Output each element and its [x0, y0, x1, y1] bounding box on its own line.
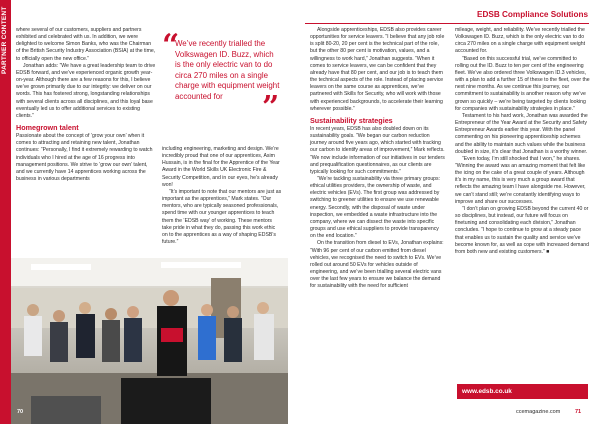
page-number-left: 70	[17, 409, 24, 415]
column-3	[310, 27, 445, 290]
open-quote-icon: “	[162, 28, 180, 63]
team-photo	[11, 258, 288, 424]
paragraph: mileage, weight, and reliability. We’ve recently trialled the Volkswagen ID. Buzz, which is the only electric van to do circa 270 miles on a single charge with equipment weight accounted for.	[455, 27, 586, 55]
paragraph: “We’re tackling sustainability via three primary groups: ethical utilities providers, the ownership of waste, and electric vehicles (EVs). The first group was addressed by switching to greener utilities to ensure we use renewable energy. Secondly, with the disposal of waste under inspection, we embedded a waste infrastructure into the company, where we can dissect the waste into specific groups and use ethical suppliers to provide transparency on the end location.”	[310, 175, 441, 240]
paragraph: Jonathan adds: “We have a great leadership team to drive EDSB forward, and we’ve experienced organic growth year-on-year. Although there are a few reasons for this, I believe we’ve grown primarily due to our integrity: we deliver on our words. This has fostered strong, longstanding relationships with several clients across all disciplines, and this loyal base eventually led us to offer additional services to existing clients.”	[16, 62, 156, 119]
column-1	[16, 27, 156, 183]
magazine-url: ccemagazine.com	[516, 409, 561, 415]
page-number-right: 71	[575, 409, 582, 415]
website-link[interactable]: www.edsb.co.uk	[457, 384, 588, 399]
paragraph: Testament to his hard work, Jonathan was awarded the Entrepreneur of the Year Award at the Security and Safety Entrepreneur Awards earlier this year. With the panel commenting on his pioneering apprenticeship schemes and the ability to maintain such values while the business doubled in size, it’s clear that Jonathan is a worthy winner.	[455, 112, 588, 155]
sidebar-label: PARTNER CONTENT	[1, 6, 8, 74]
paragraph: On the transition from diesel to EVs, Jonathan explains: “With 96 per cent of our carbon emitted from diesel vehicles, we recognised the need to switch to EVs. We’ve rolled out around 50 EVs for vehicles outside of engineering, and we’ve been trialling several electric vans over the last few years to ensure we balance the demand for sustainability with the need for sufficient	[310, 240, 444, 290]
paragraph: “Based on this successful trial, we’ve committed to rolling out the ID. Buzz to ten per cent of the engineering fleet. We’ve also ordered three Volkswagen ID.3 vehicles, with a plan to add a further 15 of these to the fleet, over the next nine months. As we continue this journey, our commitment to sustainability is another reason why we’ve grown so quickly – we’re being targeted by clients looking for companies with sustainability strategies in place.”	[455, 55, 590, 112]
paragraph: Passionate about the concept of ‘grow your own’ when it comes to attracting and retaining new talent, Jonathan continues: “Personally, I find it extremely rewarding to watch individuals who I hired at the age of 16 progress into management positions. We strive to ‘grow our own’ talent, and we currently have 14 apprentices working across the business in various departments	[16, 133, 153, 182]
paragraph: “It’s important to note that our mentors are just as important as the apprentices,” Mark states. “Our mentors, who are typically seasoned professionals, spend time with our younger apprentices to teach them the ‘EDSB way’ of working. These mentors take pride in what they do, passing this work ethic on to the apprentices as a way of shaping EDSB’s future.”	[162, 188, 282, 246]
close-quote-icon: ”	[262, 90, 280, 125]
paragraph: Alongside apprenticeships, EDSB also provides career opportunities for service leavers. “I believe that any job role is split 80-20, 20 per cent is the technical part of the role, but the other 80 per cent is motivation, values, and a willingness to work hard,” Jonathan suggests. “When it comes to service leavers, we can be confident that they already have that 80 per cent, and our job is to teach them the technical aspects of the role. Instead of placing service leavers on the same course as apprentices, we’ve partnered with Skills for Security, who will work with those with experienced backgrounds, to accelerate their learning wherever possible.”	[310, 27, 445, 112]
header-rule	[305, 23, 589, 24]
paragraph: where several of our customers, suppliers and partners exhibited and celebrated with us. In addition, we were delighted to welcome Simon Banks, who was the Chairman of the British Security Industry Association (BSIA) at the time, to officially open the new office.”	[16, 27, 156, 62]
pull-quote	[162, 28, 280, 145]
partner-content-sidebar	[0, 0, 11, 424]
paragraph: including engineering, marketing and design. We’re incredibly proud that one of our apprentices, Asim Hussain, is in the final for the Apprentice of the Year Award in the World Skills UK Electronic Fire & Security Competition, and in our eyes, he’s already won!	[162, 146, 280, 188]
paragraph: “I don’t plan on growing EDSB beyond the current 40 or so disciplines, but instead, our future will focus on finetuning and consolidating each division,” Jonathan concludes. “I hope to continue to grow at a steady pace that enables us to sustain the quality and service we’ve become known for, as well as cope with increased demand from both new and existing customers.” ■	[455, 205, 590, 255]
paragraph: “Even today, I’m still shocked that I won,” he shares. “Winning the award was an amazing moment that felt like the icing on the cake of a great couple of years. Although it’s in my name, this is very much a group award that reflects the amazing team I have alongside me. However, we can’t stand still; we’re constantly identifying ways to improve and share our successes.	[455, 155, 586, 205]
column-2	[162, 146, 282, 246]
team-photo-illustration	[11, 258, 288, 424]
section-heading: Sustainability strategies	[310, 115, 393, 125]
column-4	[455, 27, 590, 256]
paragraph: In recent years, EDSB has also doubled down on its sustainability goals. “We began our carbon reduction journey around five years ago, which started with tracking our carbon to identify areas of improvement,” Mark reflects. “We now include information of our initiatives in our tenders and prequalification questionnaires, as our clients are typically looking for such commitments.”	[310, 125, 445, 175]
section-heading: Homegrown talent	[16, 123, 79, 133]
section-header: EDSB Compliance Solutions	[477, 10, 588, 19]
pull-quote-text: We’ve recently trialled the Volkswagen ID. Buzz, which is the only electric van to do circa 270 miles on a single charge with equipment weight accounted for	[175, 39, 280, 101]
